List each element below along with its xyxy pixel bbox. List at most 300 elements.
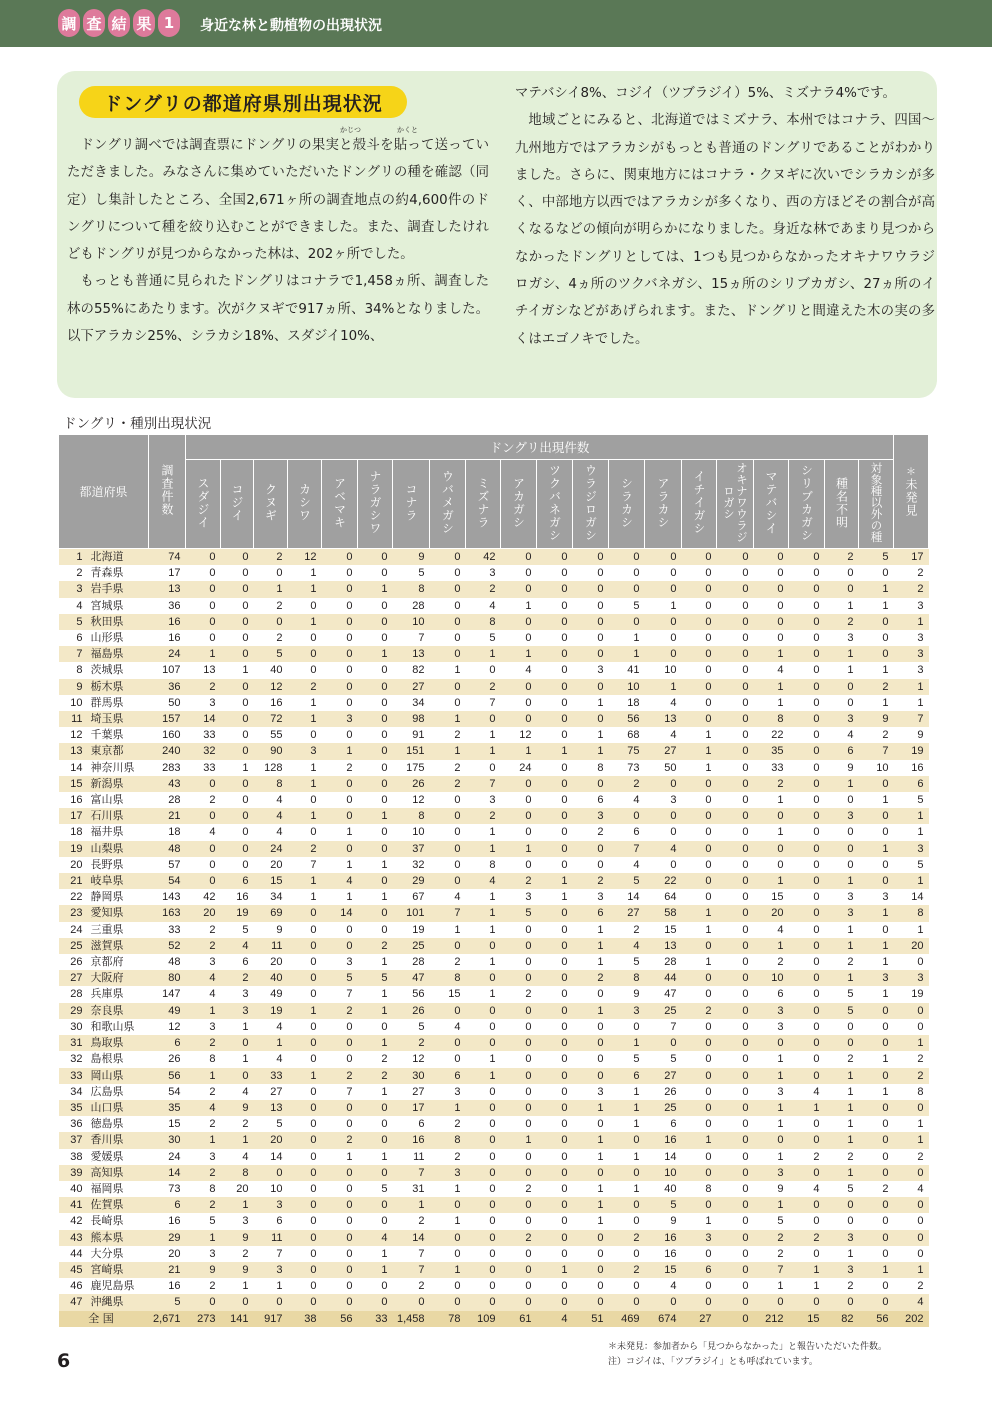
count-cell: 0 xyxy=(859,1197,894,1213)
count-cell: 0 xyxy=(393,1294,430,1310)
count-cell: 2 xyxy=(789,1230,825,1246)
count-cell: 0 xyxy=(682,1035,717,1051)
count-cell: 27 xyxy=(254,1084,288,1100)
count-cell: 14 xyxy=(393,1230,430,1246)
count-cell: 1 xyxy=(537,873,573,889)
count-cell: 1 xyxy=(754,646,789,662)
count-cell: 8 xyxy=(186,1181,221,1197)
count-cell: 9 xyxy=(825,760,859,776)
count-cell: 0 xyxy=(682,1197,717,1213)
row-number: 15 xyxy=(59,776,87,792)
count-cell: 0 xyxy=(682,598,717,614)
count-cell: 1 xyxy=(894,1116,929,1132)
count-cell: 1 xyxy=(754,792,789,808)
count-cell: 56 xyxy=(609,711,645,727)
count-cell: 1 xyxy=(221,1197,254,1213)
count-cell: 16 xyxy=(149,1278,186,1294)
count-cell: 34 xyxy=(254,889,288,905)
count-cell: 5 xyxy=(859,549,894,566)
count-cell: 0 xyxy=(358,1197,393,1213)
row-number: 42 xyxy=(59,1213,87,1229)
row-number: 31 xyxy=(59,1035,87,1051)
count-cell: 0 xyxy=(537,630,573,646)
count-cell: 6 xyxy=(430,1068,466,1084)
count-cell: 0 xyxy=(288,1116,322,1132)
table-row xyxy=(59,922,929,938)
count-cell: 2 xyxy=(609,1230,645,1246)
count-cell: 1 xyxy=(754,1051,789,1067)
count-cell: 2 xyxy=(754,1230,789,1246)
count-cell: 0 xyxy=(789,711,825,727)
count-cell: 0 xyxy=(288,1262,322,1278)
count-cell: 0 xyxy=(754,614,789,630)
count-cell: 36 xyxy=(149,679,186,695)
count-cell: 2 xyxy=(754,954,789,970)
count-cell: 3 xyxy=(573,889,609,905)
count-cell: 0 xyxy=(537,1116,573,1132)
count-cell: 0 xyxy=(717,549,754,566)
count-cell: 18 xyxy=(149,824,186,840)
header-occurrence-group: ドングリ出現件数 xyxy=(186,435,894,460)
count-cell: 0 xyxy=(859,776,894,792)
table-row xyxy=(59,695,929,711)
count-cell: 17 xyxy=(894,549,929,566)
count-cell: 4 xyxy=(254,1051,288,1067)
count-cell: 0 xyxy=(859,1068,894,1084)
count-cell: 26 xyxy=(149,1051,186,1067)
section-badges xyxy=(58,9,180,37)
count-cell: 0 xyxy=(717,1019,754,1035)
count-cell: 0 xyxy=(717,776,754,792)
count-cell: 0 xyxy=(537,727,573,743)
count-cell: 1 xyxy=(288,873,322,889)
count-cell: 5 xyxy=(221,922,254,938)
count-cell: 36 xyxy=(149,598,186,614)
count-cell: 0 xyxy=(358,1294,393,1310)
header-species: シラカシ xyxy=(609,460,645,549)
count-cell: 0 xyxy=(221,727,254,743)
count-cell: 1 xyxy=(221,760,254,776)
count-cell: 0 xyxy=(859,1246,894,1262)
prefecture-name: 大阪府 xyxy=(87,970,149,986)
count-cell: 0 xyxy=(717,857,754,873)
count-cell: 2 xyxy=(430,760,466,776)
intro-paragraph: ドングリ調べでは調査票にドングリの果実と殻斗を貼って送っていただきました。みなさんに集めていただいたドングリの種を確認（同定）し集計したところ、全国2,671ヶ所の調査地点の約4,600件のドングリについて種を絞り込むことができました。また、調査したけれどもドングリが見つからなかった林は、202ヶ所でした。 xyxy=(67,138,489,263)
count-cell: 0 xyxy=(501,1035,537,1051)
count-cell: 0 xyxy=(501,1149,537,1165)
count-cell: 0 xyxy=(501,1019,537,1035)
count-cell: 5 xyxy=(645,1051,682,1067)
count-cell: 0 xyxy=(789,889,825,905)
count-cell: 3 xyxy=(221,986,254,1002)
count-cell: 0 xyxy=(645,646,682,662)
count-cell: 0 xyxy=(501,1197,537,1213)
count-cell: 3 xyxy=(573,1084,609,1100)
count-cell: 24 xyxy=(149,646,186,662)
prefecture-name: 山梨県 xyxy=(87,841,149,857)
count-cell: 1 xyxy=(894,614,929,630)
count-cell: 0 xyxy=(537,760,573,776)
count-cell: 0 xyxy=(537,1084,573,1100)
count-cell: 0 xyxy=(186,841,221,857)
count-cell: 0 xyxy=(466,1149,501,1165)
count-cell: 2 xyxy=(186,1278,221,1294)
count-cell: 1 xyxy=(358,986,393,1002)
count-cell: 2 xyxy=(288,841,322,857)
count-cell: 1 xyxy=(466,646,501,662)
count-cell: 20 xyxy=(221,1181,254,1197)
count-cell: 4 xyxy=(186,1100,221,1116)
count-cell: 26 xyxy=(393,776,430,792)
count-cell: 0 xyxy=(358,598,393,614)
count-cell: 20 xyxy=(186,905,221,921)
count-cell: 1 xyxy=(288,760,322,776)
count-cell: 15 xyxy=(149,1116,186,1132)
row-number: 24 xyxy=(59,922,87,938)
count-cell: 2 xyxy=(609,776,645,792)
count-cell: 0 xyxy=(466,760,501,776)
count-cell: 3 xyxy=(573,808,609,824)
row-number: 37 xyxy=(59,1132,87,1148)
count-cell: 0 xyxy=(186,776,221,792)
header-survey-count: 調査件数 xyxy=(149,435,186,549)
count-cell: 49 xyxy=(254,986,288,1002)
count-cell: 0 xyxy=(717,954,754,970)
count-cell: 0 xyxy=(537,1068,573,1084)
count-cell: 5 xyxy=(825,1181,859,1197)
count-cell: 0 xyxy=(430,1051,466,1067)
count-cell: 175 xyxy=(393,760,430,776)
count-cell: 0 xyxy=(221,1294,254,1310)
count-cell: 3 xyxy=(466,792,501,808)
count-cell: 8 xyxy=(609,970,645,986)
count-cell: 2 xyxy=(859,727,894,743)
count-cell: 0 xyxy=(859,1213,894,1229)
count-cell: 3 xyxy=(825,1262,859,1278)
count-cell: 1 xyxy=(894,873,929,889)
count-cell: 0 xyxy=(430,695,466,711)
count-cell: 14 xyxy=(609,889,645,905)
count-cell: 7 xyxy=(466,695,501,711)
count-cell: 73 xyxy=(609,760,645,776)
count-cell: 0 xyxy=(466,1197,501,1213)
row-number: 19 xyxy=(59,841,87,857)
count-cell: 1 xyxy=(288,776,322,792)
prefecture-name: 東京都 xyxy=(87,743,149,759)
count-cell: 1 xyxy=(573,954,609,970)
count-cell: 22 xyxy=(754,727,789,743)
count-cell: 0 xyxy=(322,581,358,597)
intro-left-column xyxy=(67,132,489,350)
intro-paragraph: もっとも普通に見られたドングリはコナラで1,458ヵ所、調査した林の55%にあたります。次がクヌギで917ヵ所、34%となりました。以下アラカシ25%、シラカシ18%、スダジイ10%、 xyxy=(67,274,489,345)
count-cell: 0 xyxy=(430,857,466,873)
count-cell: 4 xyxy=(501,662,537,678)
count-cell: 1 xyxy=(573,1100,609,1116)
row-number: 25 xyxy=(59,938,87,954)
count-cell: 3 xyxy=(894,630,929,646)
row-number: 39 xyxy=(59,1165,87,1181)
count-cell: 0 xyxy=(682,857,717,873)
count-cell: 1 xyxy=(430,743,466,759)
count-cell: 0 xyxy=(537,1132,573,1148)
count-cell: 0 xyxy=(859,1100,894,1116)
count-cell: 1 xyxy=(609,1181,645,1197)
count-cell: 6 xyxy=(573,905,609,921)
count-cell: 0 xyxy=(537,905,573,921)
count-cell: 0 xyxy=(645,808,682,824)
count-cell: 0 xyxy=(894,954,929,970)
table-row xyxy=(59,776,929,792)
count-cell: 0 xyxy=(430,873,466,889)
count-cell: 5 xyxy=(254,646,288,662)
count-cell: 0 xyxy=(288,1100,322,1116)
count-cell: 0 xyxy=(717,581,754,597)
count-cell: 2 xyxy=(754,776,789,792)
count-cell: 11 xyxy=(254,938,288,954)
count-cell: 0 xyxy=(682,1051,717,1067)
count-cell: 0 xyxy=(466,1132,501,1148)
count-cell: 34 xyxy=(393,695,430,711)
count-cell: 10 xyxy=(754,970,789,986)
total-cell: 51 xyxy=(573,1311,609,1327)
header-species: ウバメガシ xyxy=(430,460,466,549)
count-cell: 0 xyxy=(789,760,825,776)
table-row xyxy=(59,549,929,566)
count-cell: 2 xyxy=(288,679,322,695)
count-cell: 0 xyxy=(322,792,358,808)
count-cell: 0 xyxy=(859,1278,894,1294)
count-cell: 0 xyxy=(682,1165,717,1181)
count-cell: 0 xyxy=(789,1197,825,1213)
prefecture-name: 福岡県 xyxy=(87,1181,149,1197)
count-cell: 8 xyxy=(894,905,929,921)
count-cell: 0 xyxy=(789,614,825,630)
count-cell: 0 xyxy=(859,1132,894,1148)
count-cell: 0 xyxy=(573,1116,609,1132)
count-cell: 2 xyxy=(221,1246,254,1262)
count-cell: 1 xyxy=(573,695,609,711)
count-cell: 0 xyxy=(537,1181,573,1197)
count-cell: 0 xyxy=(789,1068,825,1084)
total-cell: 674 xyxy=(645,1311,682,1327)
header-species: ナラガシワ xyxy=(358,460,393,549)
count-cell: 0 xyxy=(825,581,859,597)
count-cell: 1 xyxy=(573,1003,609,1019)
count-cell: 0 xyxy=(789,743,825,759)
count-cell: 0 xyxy=(789,1019,825,1035)
count-cell: 35 xyxy=(754,743,789,759)
count-cell: 19 xyxy=(254,1003,288,1019)
count-cell: 0 xyxy=(322,1197,358,1213)
count-cell: 0 xyxy=(573,630,609,646)
count-cell: 0 xyxy=(322,646,358,662)
count-cell: 0 xyxy=(466,1262,501,1278)
header-species: アカガシ xyxy=(501,460,537,549)
count-cell: 8 xyxy=(573,760,609,776)
count-cell: 4 xyxy=(645,695,682,711)
count-cell: 7 xyxy=(754,1262,789,1278)
count-cell: 0 xyxy=(221,630,254,646)
table-row xyxy=(59,760,929,776)
count-cell: 2 xyxy=(186,1084,221,1100)
count-cell: 0 xyxy=(322,808,358,824)
count-cell: 0 xyxy=(682,549,717,566)
count-cell: 0 xyxy=(322,662,358,678)
table-row xyxy=(59,581,929,597)
prefecture-name: 熊本県 xyxy=(87,1230,149,1246)
count-cell: 0 xyxy=(789,1116,825,1132)
count-cell: 4 xyxy=(322,873,358,889)
count-cell: 3 xyxy=(186,695,221,711)
count-cell: 0 xyxy=(789,1003,825,1019)
count-cell: 18 xyxy=(609,695,645,711)
count-cell: 0 xyxy=(717,1003,754,1019)
count-cell: 0 xyxy=(609,808,645,824)
table-row xyxy=(59,1051,929,1067)
count-cell: 0 xyxy=(186,630,221,646)
count-cell: 0 xyxy=(717,970,754,986)
count-cell: 0 xyxy=(322,1230,358,1246)
count-cell: 0 xyxy=(288,986,322,1002)
count-cell: 0 xyxy=(501,1213,537,1229)
count-cell: 3 xyxy=(186,954,221,970)
count-cell: 0 xyxy=(221,792,254,808)
row-number: 45 xyxy=(59,1262,87,1278)
prefecture-name: 愛知県 xyxy=(87,905,149,921)
prefecture-name: 栃木県 xyxy=(87,679,149,695)
table-row xyxy=(59,970,929,986)
count-cell: 0 xyxy=(322,565,358,581)
count-cell: 0 xyxy=(322,614,358,630)
count-cell: 0 xyxy=(717,1213,754,1229)
count-cell: 0 xyxy=(789,1051,825,1067)
count-cell: 2 xyxy=(609,1262,645,1278)
count-cell: 0 xyxy=(859,565,894,581)
count-cell: 3 xyxy=(322,954,358,970)
table-row xyxy=(59,565,929,581)
row-number: 35 xyxy=(59,1100,87,1116)
count-cell: 3 xyxy=(825,630,859,646)
count-cell: 0 xyxy=(537,1051,573,1067)
table-row xyxy=(59,905,929,921)
count-cell: 0 xyxy=(894,1197,929,1213)
count-cell: 163 xyxy=(149,905,186,921)
count-cell: 0 xyxy=(717,824,754,840)
count-cell: 2 xyxy=(825,1278,859,1294)
row-number: 26 xyxy=(59,954,87,970)
count-cell: 1 xyxy=(573,938,609,954)
count-cell: 0 xyxy=(825,695,859,711)
count-cell: 10 xyxy=(645,1165,682,1181)
count-cell: 0 xyxy=(609,1132,645,1148)
table-row xyxy=(59,598,929,614)
total-cell: 61 xyxy=(501,1311,537,1327)
count-cell: 2 xyxy=(825,549,859,566)
count-cell: 0 xyxy=(537,808,573,824)
count-cell: 0 xyxy=(358,630,393,646)
count-cell: 1 xyxy=(288,1068,322,1084)
count-cell: 8 xyxy=(393,808,430,824)
count-cell: 10 xyxy=(609,679,645,695)
count-cell: 3 xyxy=(288,743,322,759)
count-cell: 1 xyxy=(682,922,717,938)
count-cell: 27 xyxy=(393,1084,430,1100)
count-cell: 16 xyxy=(221,889,254,905)
count-cell: 50 xyxy=(645,760,682,776)
prefecture-name: 宮崎県 xyxy=(87,1262,149,1278)
count-cell: 5 xyxy=(322,970,358,986)
count-cell: 21 xyxy=(149,808,186,824)
header-species: ウラジロガシ xyxy=(573,460,609,549)
count-cell: 0 xyxy=(322,841,358,857)
note-line: 注）コジイは、「ツブラジイ」とも呼ばれています。 xyxy=(608,1357,818,1367)
prefecture-name: 富山県 xyxy=(87,792,149,808)
table-total-row xyxy=(59,1311,929,1327)
count-cell: 0 xyxy=(358,792,393,808)
count-cell: 41 xyxy=(609,662,645,678)
count-cell: 0 xyxy=(288,922,322,938)
row-number: 12 xyxy=(59,727,87,743)
table-row xyxy=(59,1100,929,1116)
total-cell: 27 xyxy=(682,1311,717,1327)
count-cell: 3 xyxy=(221,1213,254,1229)
prefecture-name: 香川県 xyxy=(87,1132,149,1148)
count-cell: 0 xyxy=(573,1068,609,1084)
count-cell: 0 xyxy=(221,549,254,566)
count-cell: 1 xyxy=(859,792,894,808)
count-cell: 0 xyxy=(573,679,609,695)
count-cell: 1 xyxy=(754,824,789,840)
count-cell: 17 xyxy=(393,1100,430,1116)
count-cell: 7 xyxy=(430,905,466,921)
count-cell: 4 xyxy=(186,970,221,986)
count-cell: 0 xyxy=(754,565,789,581)
count-cell: 1 xyxy=(466,1051,501,1067)
count-cell: 1 xyxy=(859,905,894,921)
count-cell: 1 xyxy=(393,1197,430,1213)
count-cell: 0 xyxy=(717,938,754,954)
count-cell: 0 xyxy=(717,1100,754,1116)
count-cell: 1 xyxy=(288,581,322,597)
count-cell: 1 xyxy=(501,841,537,857)
count-cell: 0 xyxy=(322,549,358,566)
count-cell: 15 xyxy=(430,986,466,1002)
count-cell: 14 xyxy=(894,889,929,905)
intro-paragraph: マテバシイ8%、コジイ（ツブラジイ）5%、ミズナラ4%です。 xyxy=(515,86,896,101)
count-cell: 0 xyxy=(717,873,754,889)
count-cell: 24 xyxy=(149,1149,186,1165)
count-cell: 98 xyxy=(393,711,430,727)
count-cell: 0 xyxy=(221,1035,254,1051)
count-cell: 56 xyxy=(149,1068,186,1084)
prefecture-name: 鳥取県 xyxy=(87,1035,149,1051)
count-cell: 0 xyxy=(358,565,393,581)
count-cell: 1 xyxy=(859,695,894,711)
page-number: 6 xyxy=(57,1350,71,1372)
count-cell: 15 xyxy=(254,873,288,889)
count-cell: 0 xyxy=(537,1149,573,1165)
count-cell: 1 xyxy=(186,1230,221,1246)
count-cell: 0 xyxy=(288,1294,322,1310)
count-cell: 0 xyxy=(573,1262,609,1278)
count-cell: 1 xyxy=(825,1132,859,1148)
count-cell: 0 xyxy=(288,646,322,662)
count-cell: 16 xyxy=(645,1230,682,1246)
count-cell: 0 xyxy=(537,679,573,695)
count-cell: 0 xyxy=(717,727,754,743)
count-cell: 3 xyxy=(430,1084,466,1100)
count-cell: 1 xyxy=(754,1149,789,1165)
